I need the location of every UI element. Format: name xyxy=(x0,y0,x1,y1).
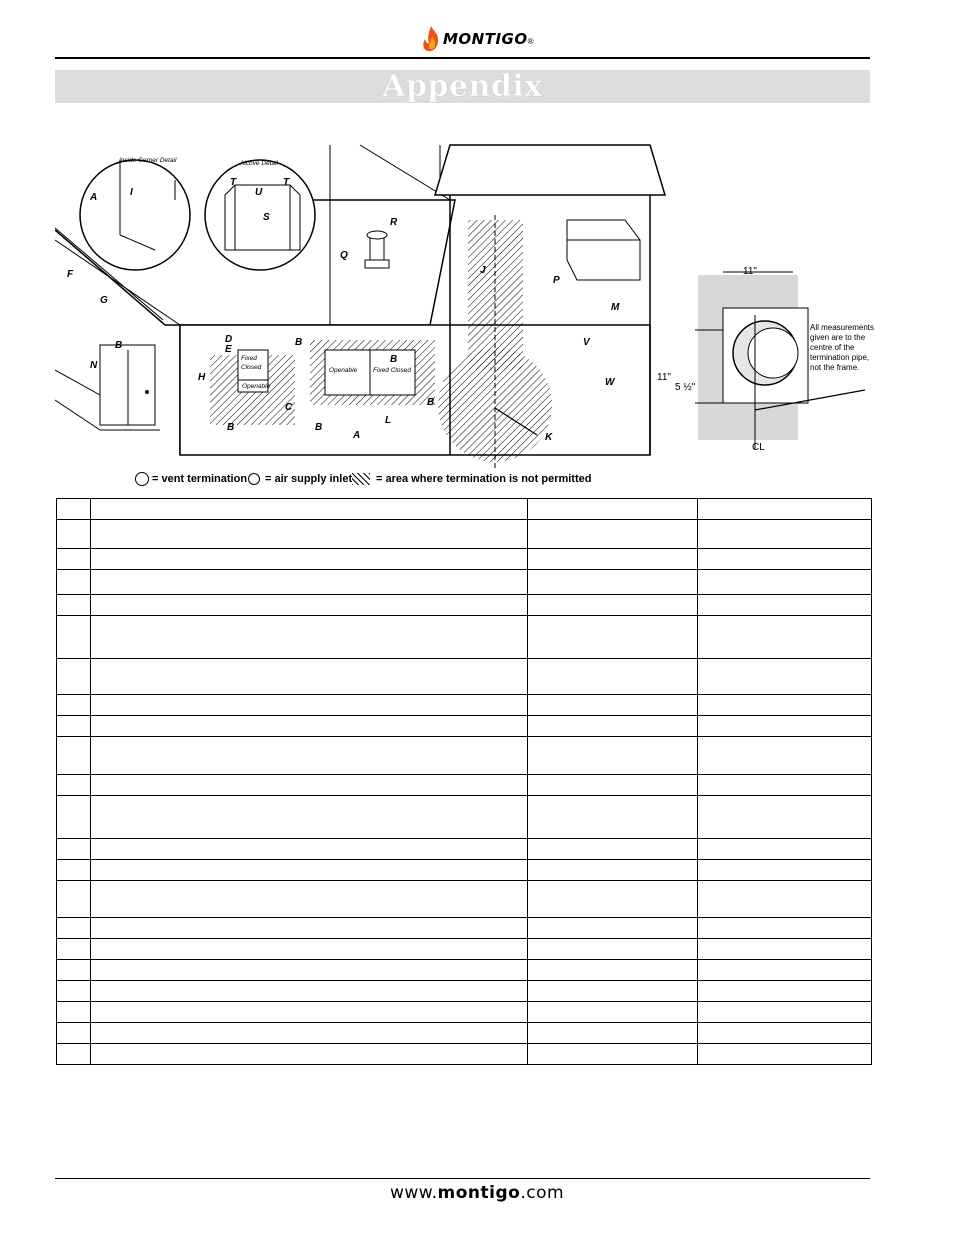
table-cell xyxy=(91,520,528,549)
svg-text:D: D xyxy=(225,334,233,345)
table-cell xyxy=(91,839,528,860)
table-cell xyxy=(91,1002,528,1023)
svg-text:CL: CL xyxy=(752,442,765,453)
table-cell xyxy=(91,716,528,737)
table-row xyxy=(57,981,872,1002)
table-cell xyxy=(528,839,698,860)
svg-text:L: L xyxy=(385,415,392,426)
table-row xyxy=(57,881,872,918)
table-cell xyxy=(91,616,528,659)
table-cell xyxy=(698,839,872,860)
table-cell xyxy=(698,939,872,960)
table-row xyxy=(57,549,872,570)
table-row xyxy=(57,839,872,860)
table-cell xyxy=(698,775,872,796)
table-cell xyxy=(528,939,698,960)
table-cell xyxy=(698,520,872,549)
table-cell xyxy=(57,1023,91,1044)
table-cell xyxy=(528,520,698,549)
table-cell xyxy=(698,918,872,939)
table-row xyxy=(57,1023,872,1044)
svg-text:termination pipe,: termination pipe, xyxy=(810,353,870,362)
svg-text:11": 11" xyxy=(743,266,757,277)
svg-text:Alcove Detail: Alcove Detail xyxy=(240,160,278,167)
flame-icon xyxy=(420,24,442,54)
table-cell xyxy=(698,981,872,1002)
table-cell xyxy=(57,960,91,981)
vent-clearance-diagram xyxy=(55,140,875,495)
table-cell xyxy=(698,881,872,918)
svg-text:J: J xyxy=(480,265,486,276)
table-cell xyxy=(528,499,698,520)
table-row xyxy=(57,570,872,595)
svg-text:Inside Corner Detail: Inside Corner Detail xyxy=(119,157,177,164)
table-cell xyxy=(57,1002,91,1023)
svg-text:G: G xyxy=(100,295,108,306)
table-row xyxy=(57,659,872,695)
table-row xyxy=(57,918,872,939)
table-cell xyxy=(57,839,91,860)
table-cell xyxy=(528,1023,698,1044)
table-cell xyxy=(698,695,872,716)
svg-text:Q: Q xyxy=(340,250,348,261)
svg-text:N: N xyxy=(90,360,98,371)
table-cell xyxy=(91,499,528,520)
svg-text:C: C xyxy=(285,402,293,413)
table-cell xyxy=(91,860,528,881)
svg-text:Openable: Openable xyxy=(242,383,271,390)
table-cell xyxy=(528,918,698,939)
svg-text:11": 11" xyxy=(657,372,671,383)
table-cell xyxy=(528,737,698,775)
table-row xyxy=(57,939,872,960)
svg-text:W: W xyxy=(605,377,615,388)
svg-text:Fixed: Fixed xyxy=(241,355,257,362)
table-cell xyxy=(91,918,528,939)
table-cell xyxy=(91,695,528,716)
svg-text:T: T xyxy=(283,177,290,188)
table-cell xyxy=(528,775,698,796)
legend-area: = area where termination is not permitted xyxy=(352,470,591,488)
table-cell xyxy=(528,881,698,918)
table-cell xyxy=(698,1023,872,1044)
hatched-area-icon xyxy=(352,473,370,485)
svg-text:Closed: Closed xyxy=(241,364,262,371)
legend-air: = air supply inlet xyxy=(248,470,352,488)
table-cell xyxy=(57,570,91,595)
table-cell xyxy=(57,981,91,1002)
table-cell xyxy=(698,1002,872,1023)
svg-text:given are to the: given are to the xyxy=(810,333,866,342)
table-cell xyxy=(91,1023,528,1044)
svg-text:U: U xyxy=(255,187,263,198)
table-cell xyxy=(528,595,698,616)
svg-text:B: B xyxy=(295,337,303,348)
svg-text:B: B xyxy=(427,397,435,408)
table-row xyxy=(57,716,872,737)
svg-text:B: B xyxy=(315,422,323,433)
table-cell xyxy=(91,881,528,918)
table-cell xyxy=(91,796,528,839)
table-cell xyxy=(528,796,698,839)
table-cell xyxy=(57,499,91,520)
svg-text:centre of the: centre of the xyxy=(810,343,855,352)
svg-text:M: M xyxy=(611,302,620,313)
svg-text:S: S xyxy=(263,212,270,223)
table-cell xyxy=(91,570,528,595)
table-cell xyxy=(91,981,528,1002)
table-row xyxy=(57,860,872,881)
table-row xyxy=(57,796,872,839)
table-row xyxy=(57,775,872,796)
svg-text:B: B xyxy=(227,422,235,433)
table-cell xyxy=(528,549,698,570)
table-row xyxy=(57,960,872,981)
table-cell xyxy=(698,616,872,659)
table-row xyxy=(57,499,872,520)
table-cell xyxy=(698,860,872,881)
table-cell xyxy=(57,520,91,549)
footer-rule xyxy=(55,1178,870,1179)
legend-vent: = vent termination xyxy=(135,470,247,488)
table-row xyxy=(57,595,872,616)
table-cell xyxy=(57,695,91,716)
table-cell xyxy=(91,939,528,960)
table-cell xyxy=(57,737,91,775)
table-cell xyxy=(57,860,91,881)
table-cell xyxy=(698,549,872,570)
table-cell xyxy=(91,595,528,616)
table-cell xyxy=(698,1044,872,1065)
svg-text:B: B xyxy=(390,354,398,365)
svg-text:E: E xyxy=(225,344,232,355)
svg-text:T: T xyxy=(230,177,237,188)
table-cell xyxy=(91,549,528,570)
table-cell xyxy=(91,1044,528,1065)
table-cell xyxy=(91,960,528,981)
table-cell xyxy=(698,960,872,981)
table-row xyxy=(57,1044,872,1065)
table-row xyxy=(57,616,872,659)
table-cell xyxy=(57,881,91,918)
table-cell xyxy=(91,775,528,796)
svg-text:P: P xyxy=(553,275,560,286)
page-banner xyxy=(55,70,870,103)
svg-text:H: H xyxy=(198,372,206,383)
svg-text:not the frame.: not the frame. xyxy=(810,363,860,372)
table-cell xyxy=(528,960,698,981)
footer-url[interactable]: www.montigo.com xyxy=(389,1183,565,1203)
svg-text:Openable: Openable xyxy=(329,367,358,374)
table-cell xyxy=(57,775,91,796)
table-cell xyxy=(57,616,91,659)
table-cell xyxy=(698,737,872,775)
table-cell xyxy=(528,616,698,659)
table-cell xyxy=(57,659,91,695)
table-cell xyxy=(91,659,528,695)
table-row xyxy=(57,520,872,549)
clearance-table xyxy=(56,498,872,1065)
table-cell xyxy=(91,737,528,775)
table-cell xyxy=(57,549,91,570)
table-cell xyxy=(528,1002,698,1023)
table-cell xyxy=(57,796,91,839)
table-cell xyxy=(698,796,872,839)
svg-text:5 ½": 5 ½" xyxy=(675,382,696,393)
svg-text:R: R xyxy=(390,217,398,228)
dim-label-a1: A xyxy=(90,192,98,203)
svg-text:All measurements: All measurements xyxy=(810,323,875,332)
table-cell xyxy=(57,939,91,960)
table-cell xyxy=(528,570,698,595)
svg-text:Fixed Closed: Fixed Closed xyxy=(373,367,411,374)
brand-name: MONTIGO xyxy=(443,30,528,48)
table-cell xyxy=(528,716,698,737)
table-cell xyxy=(528,981,698,1002)
table-cell xyxy=(57,595,91,616)
svg-text:A: A xyxy=(353,430,361,441)
table-row xyxy=(57,1002,872,1023)
svg-text:I: I xyxy=(130,187,133,198)
svg-text:K: K xyxy=(545,432,553,443)
table-cell xyxy=(528,659,698,695)
page-title: Appendix xyxy=(382,69,543,104)
table-cell xyxy=(57,716,91,737)
table-cell xyxy=(698,595,872,616)
montigo-logo xyxy=(420,22,540,56)
table-cell xyxy=(528,860,698,881)
svg-text:F: F xyxy=(67,269,74,280)
table-cell xyxy=(698,570,872,595)
table-cell xyxy=(528,695,698,716)
svg-text:V: V xyxy=(583,337,590,348)
svg-text:B: B xyxy=(115,340,123,351)
header-rule xyxy=(55,57,870,59)
table-row xyxy=(57,695,872,716)
table-cell xyxy=(698,499,872,520)
air-supply-icon xyxy=(248,473,260,485)
table-cell xyxy=(698,716,872,737)
registered-mark: ® xyxy=(527,36,534,46)
table-cell xyxy=(698,659,872,695)
table-cell xyxy=(57,1044,91,1065)
table-row xyxy=(57,737,872,775)
table-cell xyxy=(528,1044,698,1065)
vent-termination-icon xyxy=(135,472,149,486)
table-cell xyxy=(57,918,91,939)
